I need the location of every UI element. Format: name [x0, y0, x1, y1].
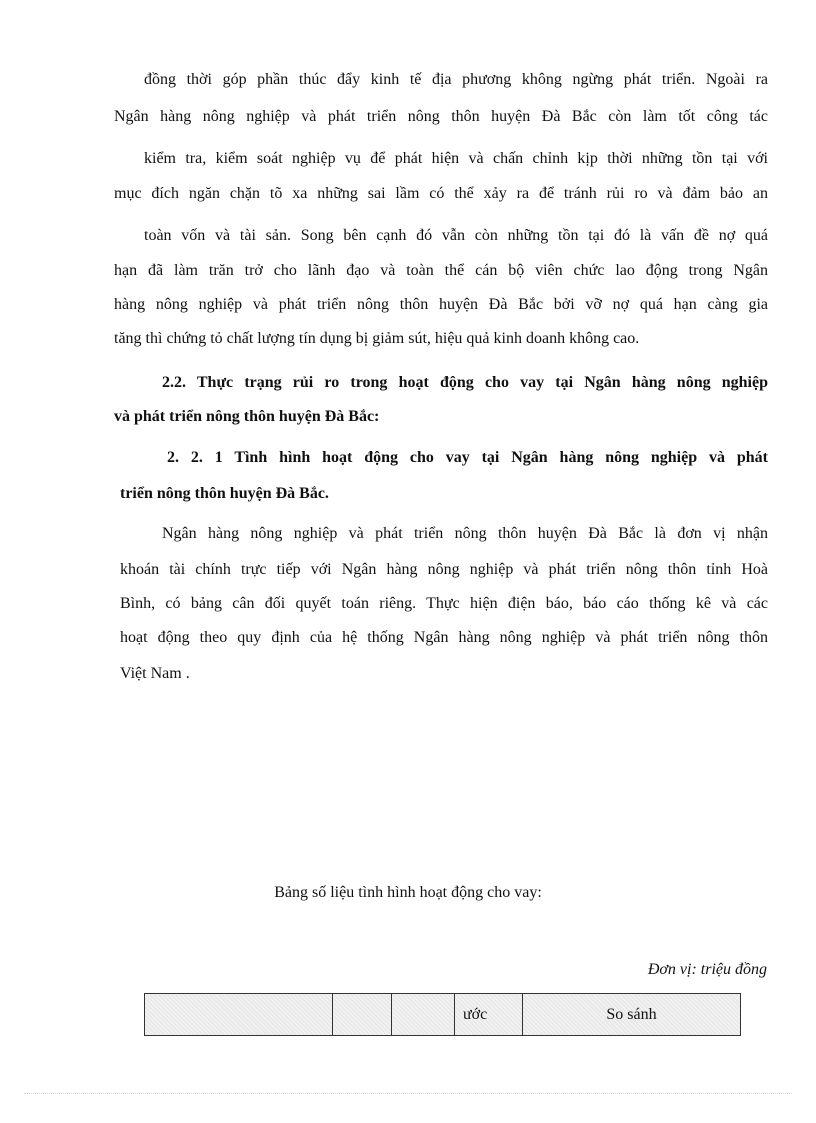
header-cell-2	[333, 994, 392, 1036]
paragraph1-line-3: kiểm tra, kiểm soát nghiệp vụ để phát hiện và chấn chỉnh kịp thời những tồn tại với	[144, 150, 768, 167]
paragraph1-line-7: hàng nông nghiệp và phát triển nông thôn huyện Đà Bắc bởi vỡ nợ quá hạn càng gia	[114, 296, 768, 313]
header-cell-1	[145, 994, 333, 1036]
heading-2-2-line-2: và phát triển nông thôn huyện Đà Bắc:	[114, 408, 380, 425]
paragraph2-line-2: khoán tài chính trực tiếp với Ngân hàng nông nghiệp và phát triển nông thôn tỉnh Hoà	[120, 561, 768, 578]
paragraph1-line-4: mục đích ngăn chặn tõ xa những sai lầm có thể xảy ra để tránh rủi ro và đảm bảo an	[114, 185, 768, 202]
paragraph1-line-8: tăng thì chứng tỏ chất lượng tín dụng bị giảm sút, hiệu quả kinh doanh không cao.	[114, 330, 640, 347]
paragraph2-line-1: Ngân hàng nông nghiệp và phát triển nông thôn huyện Đà Bắc là đơn vị nhận	[162, 525, 768, 542]
paragraph1-line-6: hạn đã làm trăn trở cho lãnh đạo và toàn thể cán bộ viên chức lao động trong Ngân	[114, 262, 768, 279]
paragraph2-line-3: Bình, có bảng cân đối quyết toán riêng. Thực hiện điện báo, báo cáo thống kê và các	[120, 595, 768, 612]
table-caption: Bảng số liệu tình hình hoạt động cho vay:	[274, 884, 542, 901]
heading-2-2-1-line-2: triển nông thôn huyện Đà Bắc.	[120, 485, 329, 502]
paragraph1-line-5: toàn vốn và tài sản. Song bên cạnh đó vẫn còn những tồn tại đó là vấn đề nợ quá	[144, 227, 768, 244]
paragraph1-line-2: Ngân hàng nông nghiệp và phát triển nông thôn huyện Đà Bắc còn làm tốt công tác	[114, 108, 768, 125]
unit-note: Đơn vị: triệu đồng	[647, 961, 767, 978]
header-cell-estimate: ước	[455, 994, 523, 1036]
paragraph2-line-5: Việt Nam .	[120, 665, 190, 682]
heading-2-2-line-1: 2.2. Thực trạng rủi ro trong hoạt động cho vay tại Ngân hàng nông nghiệp	[162, 374, 768, 391]
header-cell-comparison: So sánh	[523, 994, 741, 1036]
paragraph2-line-4: hoạt động theo quy định của hệ thống Ngân hàng nông nghiệp và phát triển nông thôn	[120, 629, 768, 646]
paragraph1-line-1: đồng thời góp phần thúc đẩy kinh tế địa phương không ngừng phát triển. Ngoài ra	[144, 71, 768, 88]
page-bottom-divider	[24, 1093, 792, 1094]
table-header-row	[145, 994, 741, 1036]
heading-2-2-1-line-1: 2. 2. 1 Tình hình hoạt động cho vay tại Ngân hàng nông nghiệp và phát	[167, 449, 768, 466]
loan-activity-table	[144, 993, 741, 1036]
header-cell-3	[392, 994, 455, 1036]
